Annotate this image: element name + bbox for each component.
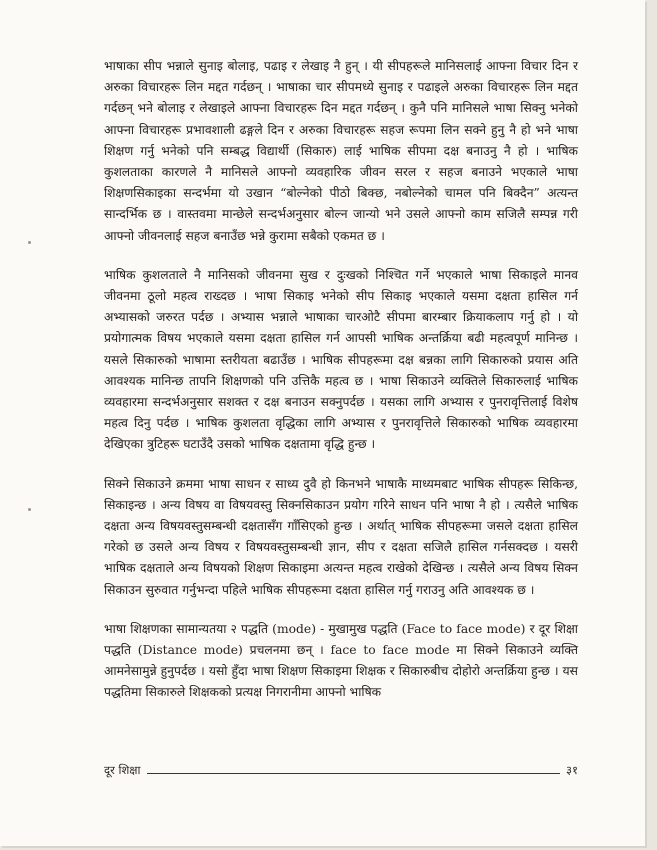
body-text	[104, 56, 578, 722]
margin-speck	[28, 508, 31, 511]
page-footer	[104, 763, 578, 778]
paragraph-3: सिक्ने सिकाउने क्रममा भाषा साधन र साध्य दुवै हो किनभने भाषाकै माध्यमबाट भाषिक सीपहरू सिकिन्छ, सिकाइन्छ । अन्य विषय वा विषयवस्तु सिक्नसिकाउन प्रयोग गरिने साधन पनि भाषा नै हो । त्यसैले भाषिक दक्षता अन्य विषयवस्तुसम्बन्धी दक्षतासँग गाँसिएको हुन्छ । अर्थात् भाषिक सीपहरूमा जसले दक्षता हासिल गरेको छ उसले अन्य विषय र विषयवस्तुसम्बन्धी ज्ञान, सीप र दक्षता सजिलै हासिल गर्नसक्दछ । यसरी भाषिक दक्षताले अन्य विषयको शिक्षण सिकाइमा अत्यन्त महत्व राखेको देखिन्छ । त्यसैले अन्य विषय सिक्न सिकाउन सुरुवात गर्नुभन्दा पहिले भाषिक सीपहरूमा दक्षता हासिल गर्नु गराउनु अति आवश्यक छ ।	[104, 476, 578, 597]
margin-speck	[28, 241, 31, 244]
paragraph-1: भाषाका सीप भन्नाले सुनाइ बोलाइ, पढाइ र लेखाइ नै हुन् । यी सीपहरूले मानिसलाई आफ्ना विचार दिन र अरुका विचारहरू लिन मद्दत गर्दछन् । भाषाका चार सीपमध्ये सुनाइ र पढाइले अरुका विचारहरू लिन मद्दत गर्दछन् भने बोलाइ र लेखाइले आफ्ना विचारहरू दिन मद्दत गर्दछन् । कुनै पनि मानिसले भाषा सिक्नु भनेको आफ्ना विचारहरू प्रभावशाली ढङ्गले दिन र अरुका विचारहरू सहज रूपमा लिन सक्ने हुनु नै हो भने भाषा शिक्षण गर्नु भनेको पनि सम्बद्ध विद्यार्थी (सिकारु) लाई भाषिक सीपमा दक्ष बनाउनु नै हो । भाषिक कुशलताका कारणले नै मानिसले आफ्नो व्यवहारिक जीवन सरल र सहज बनाउने भएकाले भाषा शिक्षणसिकाइका सन्दर्भमा यो उखान “बोल्नेको पीठो बिक्छ, नबोल्नेको चामल पनि बिक्दैन” अत्यन्त सान्दर्भिक छ । वास्तवमा मान्छेले सन्दर्भअनुसार बोल्न जान्यो भने उसले आफ्नो काम सजिलै सम्पन्न गरी आफ्नो जीवनलाई सहज बनाउँछ भन्ने कुरामा सबैको एकमत छ ।	[104, 59, 579, 243]
footer-label: दूर शिक्षा	[104, 763, 141, 777]
paragraph-2: भाषिक कुशलताले नै मानिसको जीवनमा सुख र दुःखको निश्चित गर्ने भएकाले भाषा सिकाइले मानव जीवनमा ठूलो महत्व राख्दछ । भाषा सिकाइ भनेको सीप सिकाइ भएकाले यसमा दक्षता हासिल गर्न अभ्यासको जरुरत पर्दछ । अभ्यास भन्नाले भाषाका चारओटै सीपमा बारम्बार क्रियाकलाप गर्नु हो । यो प्रयोगात्मक विषय भएकाले यसमा दक्षता हासिल गर्न आपसी भाषिक अन्तर्क्रिया बढी महत्वपूर्ण मानिन्छ । यसले सिकारुको भाषामा स्तरीयता बढाउँछ । भाषिक सीपहरूमा दक्ष बन्नका लागि सिकारुको प्रयास अति आवश्यक मानिन्छ तापनि शिक्षणको पनि उत्तिकै महत्व छ । भाषा सिकाउने व्यक्तिले सिकारुलाई भाषिक व्यवहारमा सन्दर्भअनुसार सशक्त र दक्ष बनाउन सक्नुपर्दछ । यसका लागि अभ्यास र पुनरावृत्तिलाई विशेष महत्व दिनु पर्दछ । भाषिक कुशलता वृद्धिका लागि अभ्यास र पुनरावृत्तिले सिकारुको भाषिक व्यवहारमा देखिएका त्रुटिहरू घटाउँदै उसको भाषिक दक्षतामा वृद्धि हुन्छ ।	[104, 267, 578, 452]
footer-rule	[147, 773, 561, 774]
page-number: ३१	[566, 763, 578, 777]
paragraph-4: भाषा शिक्षणका सामान्यतया २ पद्धति (mode) - मुखामुख पद्धति (Face to face mode) र दूर शिक्षा पद्धति (Distance mode) प्रचलनमा छन् । face to face mode मा सिक्ने सिकाउने व्यक्ति आमनेसामुन्ने हुनुपर्दछ । यसो हुँदा भाषा शिक्षण सिकाइमा शिक्षक र सिकारुबीच दोहोरो अन्तर्क्रिया हुन्छ । यस पद्धतिमा सिकारुले शिक्षकको प्रत्यक्ष निगरानीमा आफ्नो भाषिक	[104, 621, 578, 700]
